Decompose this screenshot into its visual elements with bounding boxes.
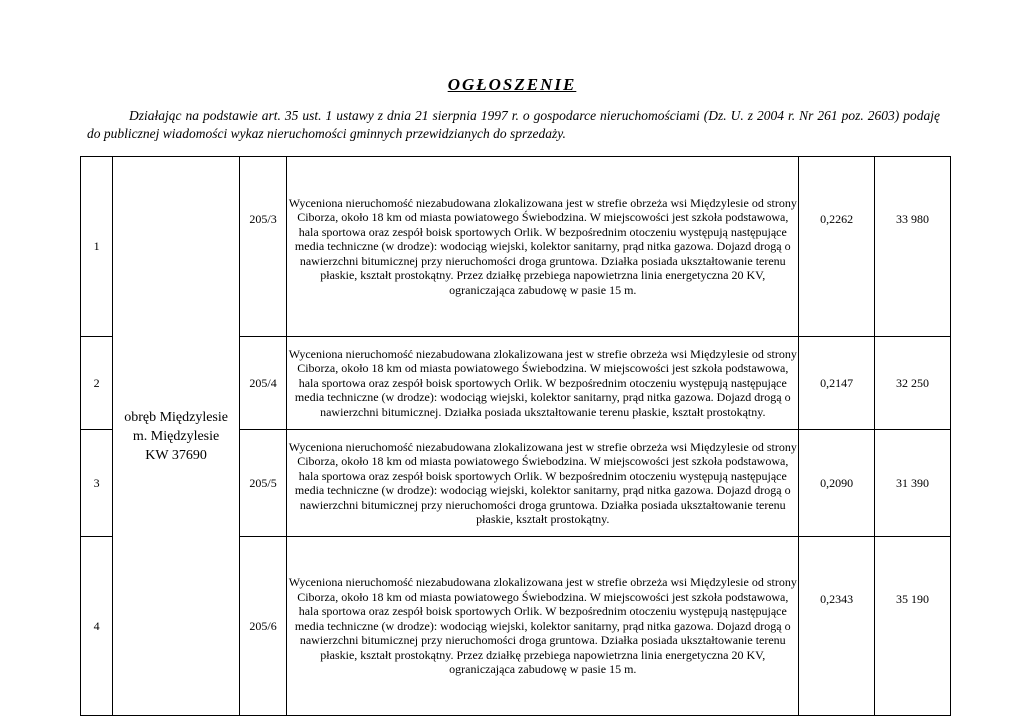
row-number: 4	[81, 537, 113, 716]
parcel-description: Wyceniona nieruchomość niezabudowana zlokalizowana jest w strefie obrzeża wsi Międzylesie od strony Ciborza, około 18 km od miasta powiatowego Świebodzina. W miejscowości jest szkoła podstawowa, hala sportowa oraz zespół boisk sportowych Orlik. W bezpośrednim otoczeniu występują następujące media techniczne (w drodze): wodociąg wiejski, kolektor sanitarny, prąd nitka gazowa. Dojazd drogą o nawierzchni bitumicznej przy nieruchomości droga gruntowa. Działka posiada ukształtowanie terenu płaskie, kształt prostokątny. Przez działkę przebiega napowietrzna linia energetyczna 20 KV, ograniczająca zabudowę w pasie 15 m.	[287, 157, 799, 337]
location-precinct: obręb Międzylesie	[124, 409, 228, 425]
row-number: 2	[81, 337, 113, 430]
property-table	[80, 156, 951, 716]
parcel-area: 0,2147	[799, 337, 875, 430]
row-number: 3	[81, 430, 113, 537]
parcel-area: 0,2262	[799, 157, 875, 337]
parcel-price: 33 980	[875, 157, 951, 337]
location-land-register: KW 37690	[145, 447, 207, 463]
parcel-price: 31 390	[875, 430, 951, 537]
parcel-number: 205/3	[239, 157, 287, 337]
parcel-description: Wyceniona nieruchomość niezabudowana zlokalizowana jest w strefie obrzeża wsi Międzylesie od strony Ciborza, około 18 km od miasta powiatowego Świebodzina. W miejscowości jest szkoła podstawowa, hala sportowa oraz zespół boisk sportowych Orlik. W bezpośrednim otoczeniu występują następujące media techniczne (w drodze): wodociąg wiejski, kolektor sanitarny, prąd nitka gazowa. Dojazd drogą o nawierzchni bitumicznej przy nieruchomości droga gruntowa. Działka posiada ukształtowanie terenu płaskie, kształt prostokątny. Przez działkę przebiega napowietrzna linia energetyczna 20 KV, ograniczająca zabudowę w pasie 15 m.	[287, 537, 799, 716]
intro-paragraph: Działając na podstawie art. 35 ust. 1 ustawy z dnia 21 sierpnia 1997 r. o gospodarce nieruchomościami (Dz. U. z 2004 r. Nr 261 poz. 2603) podaję do publicznej wiadomości wykaz nieruchomości gminnych przewidzianych do sprzedaży.	[87, 108, 940, 141]
page-title: OGŁOSZENIE	[447, 75, 577, 94]
table-row	[81, 157, 951, 337]
location-cell	[113, 157, 239, 716]
parcel-description: Wyceniona nieruchomość niezabudowana zlokalizowana jest w strefie obrzeża wsi Międzylesie od strony Ciborza, około 18 km od miasta powiatowego Świebodzina. W miejscowości jest szkoła podstawowa, hala sportowa oraz zespół boisk sportowych Orlik. W bezpośrednim otoczeniu występują następujące media techniczne (w drodze): wodociąg wiejski, kolektor sanitarny, prąd nitka gazowa. Dojazd drogą o nawierzchni bitumicznej. Działka posiada ukształtowanie terenu płaskie, kształt prostokątny.	[287, 337, 799, 430]
parcel-area: 0,2090	[799, 430, 875, 537]
location-town: m. Międzylesie	[132, 428, 220, 444]
row-number: 1	[81, 157, 113, 337]
parcel-number: 205/5	[239, 430, 287, 537]
parcel-price: 32 250	[875, 337, 951, 430]
parcel-area: 0,2343	[799, 537, 875, 716]
parcel-price: 35 190	[875, 537, 951, 716]
parcel-description: Wyceniona nieruchomość niezabudowana zlokalizowana jest w strefie obrzeża wsi Międzylesie od strony Ciborza, około 18 km od miasta powiatowego Świebodzina. W miejscowości jest szkoła podstawowa, hala sportowa oraz zespół boisk sportowych Orlik. W bezpośrednim otoczeniu występują następujące media techniczne (w drodze): wodociąg wiejski, kolektor sanitarny, prąd nitka gazowa. Dojazd drogą o nawierzchni bitumicznej przy nieruchomości droga gruntowa. Działka posiada ukształtowanie terenu płaskie, kształt prostokątny.	[287, 430, 799, 537]
parcel-number: 205/6	[239, 537, 287, 716]
parcel-number: 205/4	[239, 337, 287, 430]
